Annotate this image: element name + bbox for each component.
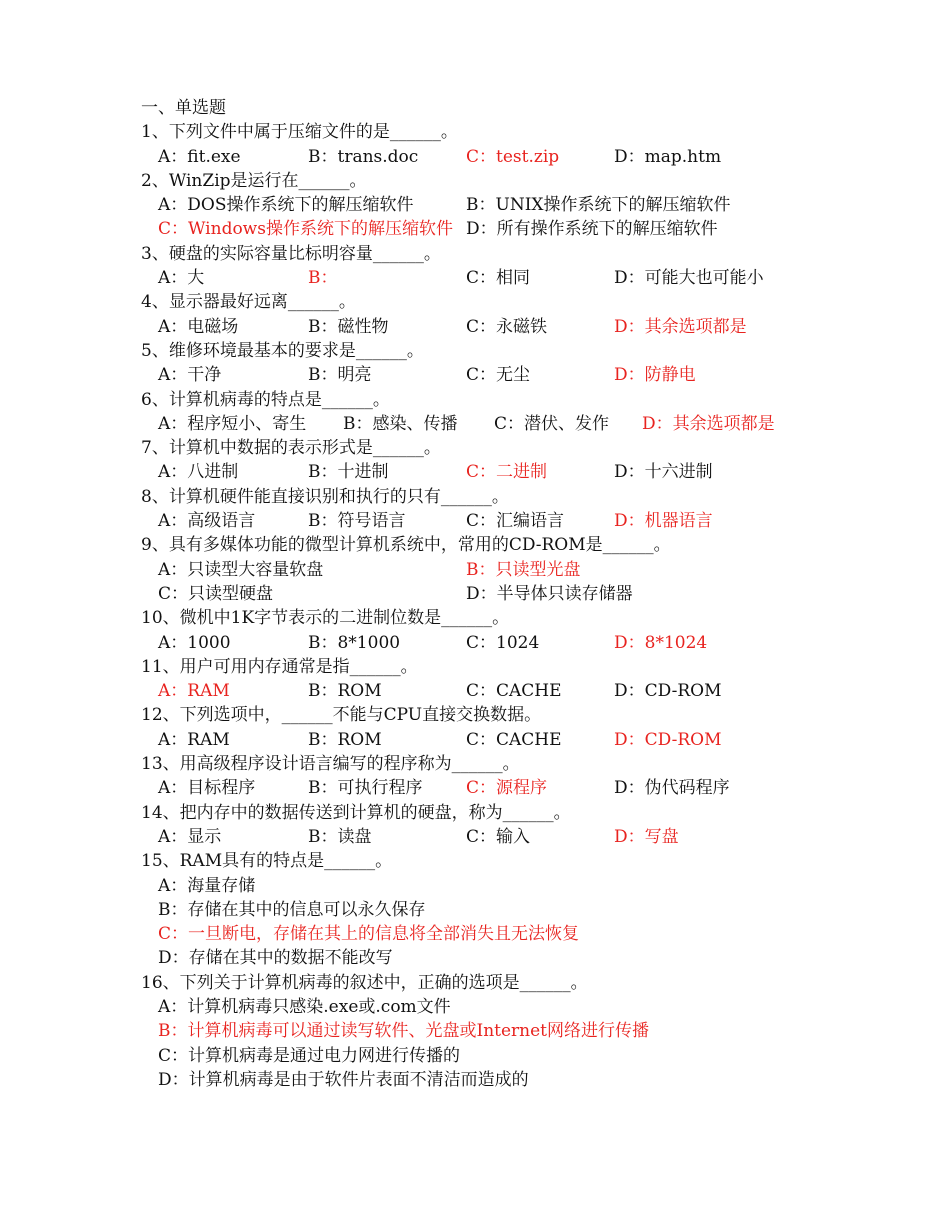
option-d: D：十六进制	[614, 462, 713, 483]
option-c-answer: C：二进制	[466, 462, 548, 483]
option-b-answer: B：只读型光盘	[466, 559, 581, 580]
option-c: C：潜伏、发作	[494, 413, 610, 434]
question-text: 3、硬盘的实际容量比标明容量______。	[141, 243, 441, 264]
option-a: A：大	[158, 268, 205, 289]
option-d: D：CD-ROM	[614, 681, 722, 702]
question-text: 13、用高级程序设计语言编写的程序称为______。	[141, 754, 520, 775]
option-b: B：符号语言	[308, 511, 406, 532]
option-b: B：ROM	[308, 729, 382, 750]
question-text: 16、下列关于计算机病毒的叙述中，正确的选项是______。	[141, 972, 588, 993]
question-text: 10、微机中1K字节表示的二进制位数是______。	[141, 608, 510, 629]
options-row	[141, 558, 921, 582]
option-a: A：海量存储	[158, 875, 256, 896]
option-d-answer: D：写盘	[614, 826, 679, 847]
option-a: A：干净	[158, 365, 222, 386]
option-d: D：所有操作系统下的解压缩软件	[466, 219, 718, 240]
options-row	[141, 460, 921, 484]
option-a: A：fit.exe	[158, 146, 241, 167]
question-text: 6、计算机病毒的特点是______。	[141, 389, 390, 410]
option-b: B：ROM	[308, 681, 382, 702]
option-a: A：显示	[158, 826, 222, 847]
option-a: A：RAM	[158, 729, 230, 750]
option-b: B：读盘	[308, 826, 372, 847]
option-b: B：磁性物	[308, 316, 389, 337]
option-a: A：只读型大容量软盘	[158, 559, 324, 580]
options-row	[141, 679, 921, 703]
options-row	[141, 776, 921, 800]
option-d: D：计算机病毒是由于软件片表面不清洁而造成的	[158, 1069, 529, 1090]
question-text: 14、把内存中的数据传送到计算机的硬盘，称为______。	[141, 802, 571, 823]
option-c: C：汇编语言	[466, 511, 565, 532]
option-b: B：8*1000	[308, 632, 401, 653]
options-row	[141, 266, 921, 290]
option-d: D：存储在其中的数据不能改写	[158, 948, 393, 969]
option-c: C：只读型硬盘	[158, 583, 274, 604]
section-title: 一、单选题	[141, 98, 226, 118]
option-c-answer: C：源程序	[466, 778, 548, 799]
option-d-answer: D：机器语言	[614, 511, 713, 532]
question-text: 7、计算机中数据的表示形式是______。	[141, 438, 441, 459]
option-c: C：相同	[466, 268, 531, 289]
option-b: B：感染、传播	[343, 413, 458, 434]
option-b: B：十进制	[308, 462, 389, 483]
option-a: A：高级语言	[158, 511, 256, 532]
options-row	[141, 825, 921, 849]
option-a: A：电磁场	[158, 316, 239, 337]
option-c: C：CACHE	[466, 729, 562, 750]
option-c-answer: C：test.zip	[466, 146, 560, 167]
question-text: 1、下列文件中属于压缩文件的是______。	[141, 122, 458, 143]
options-row	[141, 145, 921, 169]
option-c-answer: C：一旦断电，存储在其上的信息将全部消失且无法恢复	[158, 924, 580, 945]
option-c: C：CACHE	[466, 681, 562, 702]
option-b-answer: B：计算机病毒可以通过读写软件、光盘或Internet网络进行传播	[158, 1021, 650, 1042]
option-a: A：计算机病毒只感染.exe或.com文件	[158, 996, 451, 1017]
question-text: 12、下列选项中，______不能与CPU直接交换数据。	[141, 705, 542, 726]
options-row	[141, 217, 921, 241]
question-text: 15、RAM具有的特点是______。	[141, 851, 393, 872]
option-d-answer: D：其余选项都是	[614, 316, 747, 337]
question-text: 8、计算机硬件能直接识别和执行的只有______。	[141, 486, 509, 507]
question-text: 9、具有多媒体功能的微型计算机系统中，常用的CD-ROM是______。	[141, 535, 671, 556]
option-b: B：可执行程序	[308, 778, 423, 799]
option-a: A：程序短小、寄生	[158, 413, 307, 434]
option-c: C：永磁铁	[466, 316, 548, 337]
option-d-answer: D：CD-ROM	[614, 729, 722, 750]
option-d-answer: D：8*1024	[614, 632, 708, 653]
option-c-answer: C：Windows操作系统下的解压缩软件	[158, 219, 453, 240]
option-a-answer: A：RAM	[158, 681, 230, 702]
options-row	[141, 728, 921, 752]
option-b: B：UNIX操作系统下的解压缩软件	[466, 195, 731, 216]
options-row	[141, 412, 921, 436]
question-text: 4、显示器最好远离______。	[141, 292, 356, 313]
options-row	[141, 582, 921, 606]
option-b-answer: B：	[308, 268, 338, 289]
options-row	[141, 315, 921, 339]
options-row	[141, 631, 921, 655]
option-a: A：八进制	[158, 462, 239, 483]
option-b: B：trans.doc	[308, 146, 419, 167]
question-list	[141, 96, 921, 1092]
option-d: D：map.htm	[614, 146, 722, 167]
option-a: A：目标程序	[158, 778, 256, 799]
option-c: C：计算机病毒是通过电力网进行传播的	[158, 1045, 461, 1066]
option-a: A：1000	[158, 632, 231, 653]
option-c: C：无尘	[466, 365, 531, 386]
option-b: B：明亮	[308, 365, 372, 386]
option-c: C：输入	[466, 826, 531, 847]
option-d: D：半导体只读存储器	[466, 583, 633, 604]
question-text: 5、维修环境最基本的要求是______。	[141, 340, 424, 361]
option-d-answer: D：其余选项都是	[642, 413, 775, 434]
option-d-answer: D：防静电	[614, 365, 696, 386]
options-row	[141, 363, 921, 387]
option-d: D：伪代码程序	[614, 778, 730, 799]
option-c: C：1024	[466, 632, 540, 653]
option-b: B：存储在其中的信息可以永久保存	[158, 899, 426, 920]
option-d: D：可能大也可能小	[614, 268, 764, 289]
option-a: A：DOS操作系统下的解压缩软件	[158, 195, 414, 216]
question-text: 11、用户可用内存通常是指______。	[141, 656, 418, 677]
question-text: 2、WinZip是运行在______。	[141, 170, 367, 191]
options-row	[141, 509, 921, 533]
options-row	[141, 193, 921, 217]
